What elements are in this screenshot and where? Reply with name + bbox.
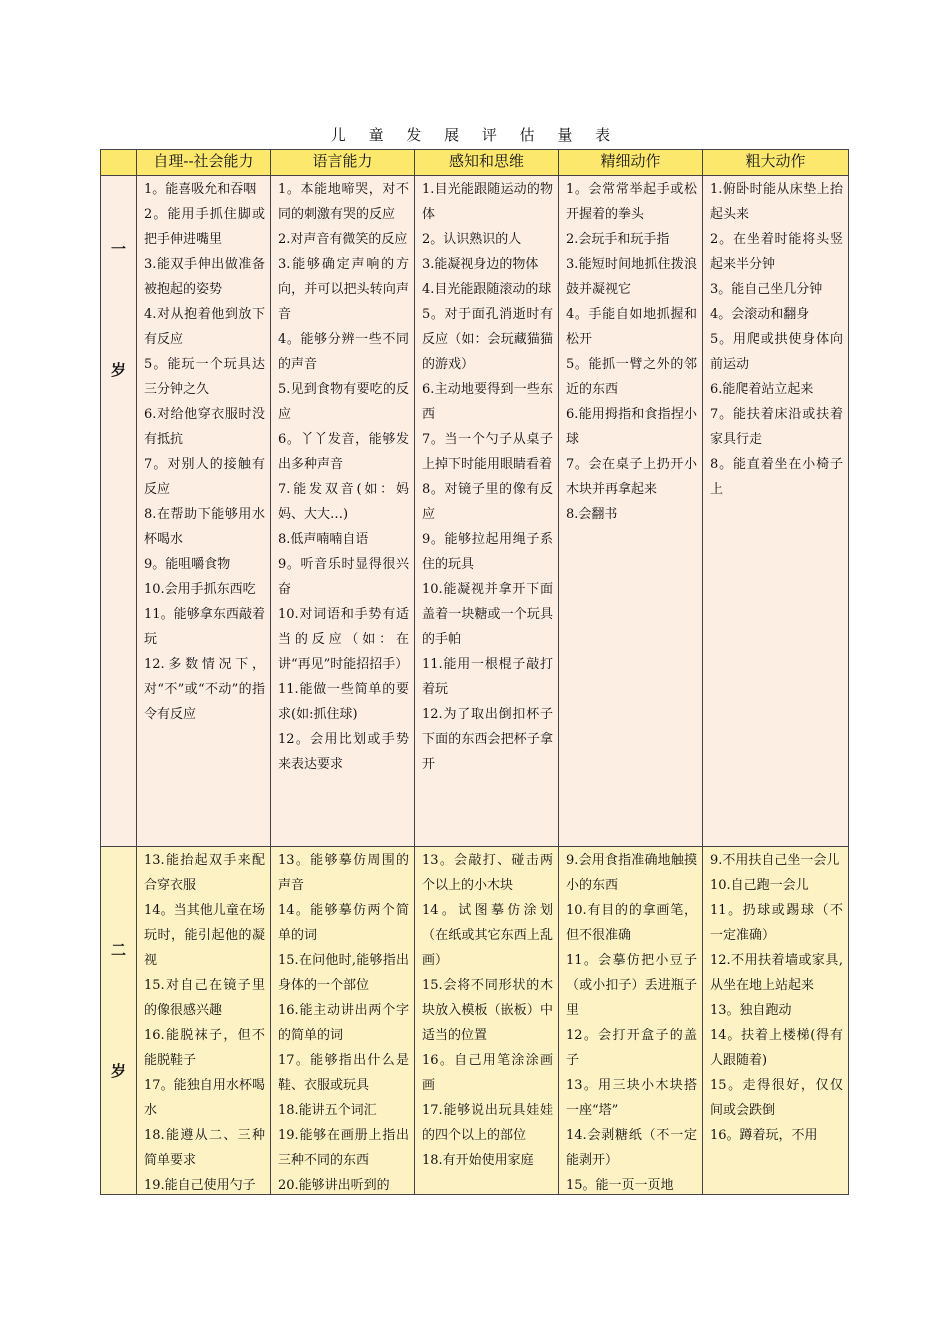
list-item: 1。会常常举起手或松开握着的拳头	[566, 182, 697, 222]
list-item: 4.目光能跟随滚动的球	[422, 282, 552, 297]
header-language: 语言能力	[271, 150, 415, 176]
list-item: 10.有目的的拿画笔，但不很准确	[566, 903, 697, 943]
list-item: 12.多数情况下，对“不”或“不动”的指令有反应	[144, 657, 265, 722]
list-item: 15.会将不同形状的木块放入模板（嵌板）中适当的位置	[422, 978, 553, 1043]
list-item: 8。对镜子里的像有反应	[422, 482, 553, 522]
list-item: 11.能用一根棍子敲打着玩	[422, 657, 553, 697]
cell-fine-motor	[559, 847, 703, 1195]
list-item: 10.能凝视并拿开下面盖着一块糖或一个玩具的手帕	[422, 582, 553, 647]
list-item: 3.能双手伸出做准备被抱起的姿势	[144, 257, 265, 297]
list-item: 2。认识熟识的人	[422, 232, 522, 247]
list-item: 16。自己用笔涂涂画画	[422, 1053, 553, 1093]
list-item: 1。能喜吸允和吞咽	[144, 182, 257, 197]
list-item: 9.会用食指准确地触摸小的东西	[566, 853, 697, 893]
list-item: 3.能够确定声响的方向，并可以把头转向声音	[278, 257, 409, 322]
list-item: 14。扶着上楼梯(得有人跟随着)	[710, 1028, 843, 1068]
list-item: 20.能够讲出听到的	[278, 1178, 390, 1193]
cell-gross-motor	[703, 176, 849, 847]
list-item: 2.对声音有微笑的反应	[278, 232, 408, 247]
list-item: 14.会剥糖纸（不一定能剥开）	[566, 1128, 697, 1168]
list-item: 5。能玩一个玩具达三分钟之久	[144, 357, 265, 397]
list-item: 8.会翻书	[566, 507, 618, 522]
list-item: 14。试图摹仿涂划（在纸或其它东西上乱画）	[422, 903, 553, 968]
list-item: 2。能用手抓住脚或把手伸进嘴里	[144, 207, 265, 247]
list-item: 14。当其他儿童在场玩时，能引起他的凝视	[144, 903, 265, 968]
list-item: 11.能做一些简单的要求(如:抓住球)	[278, 682, 409, 722]
header-self-care: 自理--社会能力	[137, 150, 271, 176]
list-item: 10.对词语和手势有适当的反应（如：在讲“再见”时能招招手）	[278, 607, 409, 672]
cell-gross-motor	[703, 847, 849, 1195]
cell-perception	[415, 176, 559, 847]
list-item: 11。会摹仿把小豆子（或小扣子）丢进瓶子里	[566, 953, 697, 1018]
list-item: 6.能用拇指和食指捏小球	[566, 407, 697, 447]
list-item: 3.能短时间地抓住拨浪鼓并凝视它	[566, 257, 697, 297]
list-item: 7。能扶着床沿或扶着家具行走	[710, 407, 843, 447]
list-item: 18.能讲五个词汇	[278, 1103, 377, 1118]
list-item: 18.有开始使用家庭	[422, 1153, 534, 1168]
section-row-age-1	[101, 176, 849, 847]
list-item: 4.对从抱着他到放下有反应	[144, 307, 265, 347]
list-item: 9。能咀嚼食物	[144, 557, 231, 572]
section-row-age-2	[101, 847, 849, 1195]
list-item: 17。能独自用水杯喝水	[144, 1078, 265, 1118]
cell-fine-motor	[559, 176, 703, 847]
list-item: 5。用爬或拱使身体向前运动	[710, 332, 843, 372]
list-item: 18.能遵从二、三种简单要求	[144, 1128, 265, 1168]
list-item: 1.目光能跟随运动的物体	[422, 182, 553, 222]
list-item: 6.对给他穿衣服时没有抵抗	[144, 407, 265, 447]
list-item: 17.能够说出玩具娃娃的四个以上的部位	[422, 1103, 553, 1143]
document-title: 儿 童 发 展 评 估 量 表	[330, 126, 620, 144]
age-char: 一	[110, 240, 126, 258]
list-item: 12.为了取出倒扣杯子下面的东西会把杯子拿开	[422, 707, 553, 772]
list-item: 4。能够分辨一些不同的声音	[278, 332, 409, 372]
list-item: 16.能脱袜子，但不能脱鞋子	[144, 1028, 265, 1068]
list-item: 7.能发双音(如：妈妈、大大…)	[278, 482, 409, 522]
cell-perception	[415, 847, 559, 1195]
header-row	[101, 150, 849, 176]
list-item: 16.能主动讲出两个字的简单的词	[278, 1003, 409, 1043]
cell-language	[271, 847, 415, 1195]
list-item: 8。能直着坐在小椅子上	[710, 457, 843, 497]
list-item: 5。对于面孔消逝时有反应（如：会玩藏猫猫的游戏）	[422, 307, 553, 372]
list-item: 7。会在桌子上扔开小木块并再拿起来	[566, 457, 697, 497]
cell-self-care	[137, 847, 271, 1195]
list-item: 13。用三块小木块搭一座“塔”	[566, 1078, 697, 1118]
list-item: 6.主动地要得到一些东西	[422, 382, 553, 422]
list-item: 19.能自己使用勺子	[144, 1178, 256, 1193]
age-char: 二	[110, 941, 126, 959]
list-item: 19.能够在画册上指出三种不同的东西	[278, 1128, 409, 1168]
list-item: 9。听音乐时显得很兴奋	[278, 557, 409, 597]
list-item: 5.见到食物有要吃的反应	[278, 382, 409, 422]
list-item: 15。能一页一页地	[566, 1178, 674, 1193]
list-item: 2.会玩手和玩手指	[566, 232, 670, 247]
list-item: 3。能自己坐几分钟	[710, 282, 823, 297]
list-item: 13。能够摹仿周围的声音	[278, 853, 409, 893]
age-char: 岁	[110, 361, 126, 379]
list-item: 15.对自己在镜子里的像很感兴趣	[144, 978, 265, 1018]
list-item: 1.俯卧时能从床垫上抬起头来	[710, 182, 843, 222]
list-item: 2。在坐着时能将头竖起来半分钟	[710, 232, 843, 272]
list-item: 6。丫丫发音，能够发出多种声音	[278, 432, 409, 472]
header-perception: 感知和思维	[415, 150, 559, 176]
list-item: 15。走得很好，仅仅间或会跌倒	[710, 1078, 843, 1118]
list-item: 11。扔球或踢球（不一定准确）	[710, 903, 843, 943]
age-char: 岁	[110, 1062, 126, 1080]
list-item: 4。手能自如地抓握和松开	[566, 307, 697, 347]
list-item: 13。独自跑动	[710, 1003, 792, 1018]
list-item: 13。会敲打、碰击两个以上的小木块	[422, 853, 553, 893]
list-item: 16。蹲着玩，不用	[710, 1128, 818, 1143]
header-gross-motor: 粗大动作	[703, 150, 849, 176]
list-item: 3.能凝视身边的物体	[422, 257, 539, 272]
list-item: 4。会滚动和翻身	[710, 307, 810, 322]
list-item: 10.会用手抓东西吃	[144, 582, 256, 597]
header-fine-motor: 精细动作	[559, 150, 703, 176]
cell-language	[271, 176, 415, 847]
list-item: 9。能够拉起用绳子系住的玩具	[422, 532, 553, 572]
list-item: 10.自己跑一会儿	[710, 878, 809, 893]
list-item: 1。本能地啼哭，对不同的刺激有哭的反应	[278, 182, 409, 222]
list-item: 12.不用扶着墙或家具,从坐在地上站起来	[710, 953, 843, 993]
list-item: 11。能够拿东西敲着玩	[144, 607, 265, 647]
list-item: 15.在问他时,能够指出身体的一个部位	[278, 953, 409, 993]
list-item: 6.能爬着站立起来	[710, 382, 814, 397]
development-table	[100, 149, 849, 1195]
list-item: 14。能够摹仿两个简单的词	[278, 903, 409, 943]
list-item: 12。会打开盒子的盖子	[566, 1028, 697, 1068]
list-item: 7。对别人的接触有反应	[144, 457, 265, 497]
list-item: 17。能够指出什么是鞋、衣服或玩具	[278, 1053, 409, 1093]
cell-self-care	[137, 176, 271, 847]
header-blank	[101, 150, 137, 176]
list-item: 9.不用扶自己坐一会儿	[710, 853, 840, 868]
list-item: 8.低声喃喃自语	[278, 532, 369, 547]
list-item: 7。当一个勺子从桌子上掉下时能用眼睛看着	[422, 432, 553, 472]
age-label-2	[101, 847, 137, 1195]
list-item: 8.在帮助下能够用水杯喝水	[144, 507, 265, 547]
list-item: 12。会用比划或手势来表达要求	[278, 732, 409, 772]
age-label-1	[101, 176, 137, 847]
list-item: 5。能抓一臂之外的邻近的东西	[566, 357, 697, 397]
list-item: 13.能抬起双手来配合穿衣服	[144, 853, 265, 893]
